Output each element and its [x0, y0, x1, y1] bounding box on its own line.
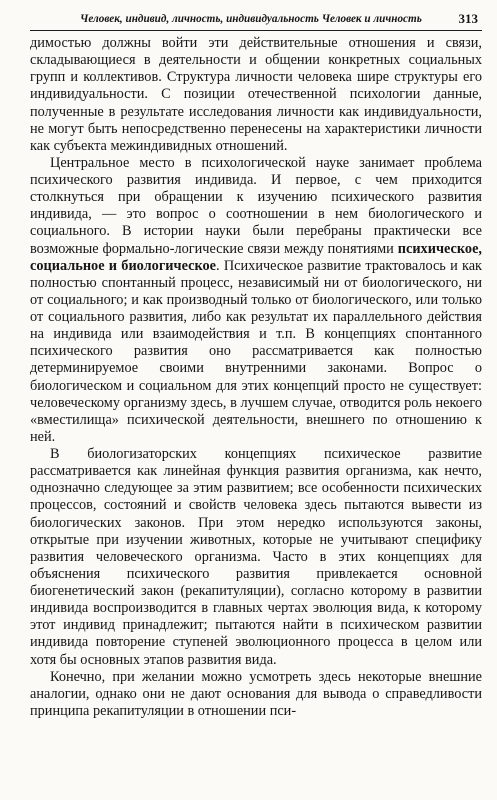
paragraph-central-problem: [30, 155, 482, 446]
paragraph-text: Центральное место в психологической науке занимает проблема психического развития индивида. И первое, с чем приходится столкнуться при обращении к изучению психического развития индивида, — это вопрос о соотношении в нем биологического и социального. В истории науки были перебраны практически все возможные формально-логические связи между понятиями: [30, 154, 482, 257]
body-text: [30, 35, 482, 720]
page-header: [30, 10, 482, 31]
page-number: 313: [458, 11, 478, 26]
paragraph-analogies: Конечно, при желании можно усмотреть здесь некоторые внешние аналогии, однако они не дают основания для вывода о справедливости принципа рекапитуляции в отношении пси-: [30, 668, 482, 719]
bold-terms: психическое, социальное и биологическое: [30, 240, 482, 274]
paragraph-biologizing-concepts: В биологизаторских концепциях психическое развитие рассматривается как линейная функция развития организма, как нечто, однозначно следующее за этим развитием; все особенности психических процессов, состояний и свойств человека здесь пытаются вывести из биологических законов. При этом нередко используются законы, открытые при изучении животных, которые не учитывают специфику развития человеческого организма. Часто в этих концепциях для объяснения психического развития привлекается основной биогенетический закон (рекапитуляции), согласно которому в развитии индивида воспроизводится в главных чертах эволюция вида, к которому этот индивид принадлежит; пытаются найти в психическом развитии индивида повторение ступеней эволюционного процесса в целом или хотя бы основных этапов развития вида.: [30, 446, 482, 668]
running-title: Человек, индивид, личность, индивидуальность Человек и личность: [80, 13, 422, 25]
paragraph-continued: димостью должны войти эти действительные отношения и связи, складывающиеся в деятельности и общении конкретных социальных групп и коллективов. Структура личности человека шире структуры его индивидуальности. С позиции отечественной психологии данные, полученные в результате исследования личности как индивидуальности, не могут быть непосредственно перенесены на характеристики личности как субъекта межиндивидных отношений.: [30, 35, 482, 154]
paragraph-text: . Психическое развитие трактовалось и как полностью спонтанный процесс, независимый ни от биологического, ни от социального; и как производный только от биологического, или только от социального развития, либо как результат их параллельного действия на индивида или взаимодействия и т.п. В концепциях спонтанного психического развития оно рассматривается как полностью детерминируемое своими внутренними законами. Вопрос о биологическом и социальном для этих концепций просто не существует: человеческому организму здесь, в лучшем случае, отводится роль некоего «вместилища» психической деятельности, внешнего по отношению к ней.: [30, 257, 482, 445]
